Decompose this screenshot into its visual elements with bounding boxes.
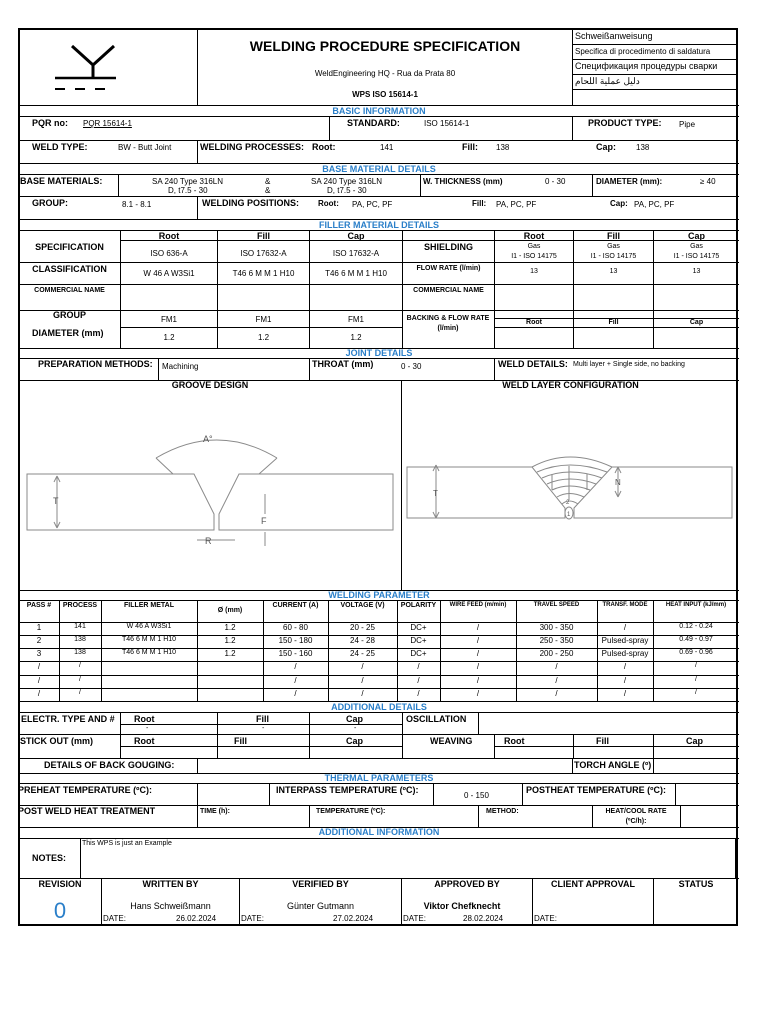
heat-cool-rate-label: HEAT/COOL RATE (ºC/h): <box>605 808 667 825</box>
layer-pass-1-label: 1 <box>567 512 571 518</box>
stick-out-label: STICK OUT (mm) <box>20 736 93 746</box>
param-header: FILLER METAL <box>123 602 175 609</box>
postheat-label: POSTHEAT TEMPERATURE (ºC): <box>526 785 666 795</box>
param-header: VOLTAGE (V) <box>340 602 385 609</box>
filler-diameter-root: 1.2 <box>163 333 175 342</box>
param-cell: 250 - 350 <box>539 636 574 645</box>
notes-value: This WPS is just an Example <box>82 840 172 847</box>
param-cell: DC+ <box>410 636 427 645</box>
wps-number: WPS ISO 15614-1 <box>352 90 418 99</box>
param-cell: / <box>417 662 420 671</box>
param-cell: / <box>79 689 81 696</box>
approved-by-label: APPROVED BY <box>434 879 500 889</box>
group-label: GROUP: <box>32 198 68 208</box>
filler-col-fill: Fill <box>257 231 270 241</box>
back-gouging-label: DETAILS OF BACK GOUGING: <box>44 760 175 770</box>
param-cell: / <box>417 676 420 685</box>
param-cell: 138 <box>74 649 86 656</box>
classification-label: CLASSIFICATION <box>32 264 107 274</box>
flow-rate-label: FLOW RATE (l/min) <box>416 265 481 272</box>
specification-label: SPECIFICATION <box>35 242 104 252</box>
filler-diameter-label: DIAMETER (mm) <box>32 328 104 338</box>
pwht-label: POST WELD HEAT TREATMENT <box>18 806 156 816</box>
weld-layer-drawing <box>402 392 739 590</box>
material-1-line1: SA 240 Type 316LN <box>152 177 224 186</box>
param-cell: 20 - 25 <box>350 623 375 632</box>
process-fill-label: Fill: <box>462 142 478 152</box>
group-value: 8.1 - 8.1 <box>122 200 152 209</box>
groove-design-drawing <box>19 392 401 590</box>
written-date-value: 26.02.2024 <box>176 914 217 923</box>
filler-col-root: Root <box>158 231 180 241</box>
standard-label: STANDARD: <box>347 118 400 128</box>
param-cell: / <box>555 662 558 671</box>
layer-thickness-label: T <box>433 489 438 498</box>
param-cell: / <box>476 649 480 658</box>
param-cell: 0.69 - 0.96 <box>679 649 713 656</box>
param-cell: / <box>476 623 480 632</box>
param-cell: 200 - 250 <box>539 649 574 658</box>
groove-angle-label: A° <box>203 434 213 444</box>
param-header: PASS # <box>26 602 52 609</box>
param-cell: 0.49 - 0.97 <box>679 636 713 643</box>
prep-methods-label: PREPARATION METHODS: <box>38 359 153 369</box>
stick-out-fill-label: Fill <box>234 736 247 746</box>
section-filler-material: FILLER MATERIAL DETAILS <box>319 220 439 230</box>
param-cell: 60 - 80 <box>283 623 308 632</box>
param-cell: / <box>476 689 480 698</box>
param-cell: / <box>623 623 627 632</box>
electrode-root-value: - <box>146 725 149 732</box>
verified-date-value: 27.02.2024 <box>333 914 374 923</box>
filler-group-label: GROUP <box>52 310 86 320</box>
pwht-method-label: METHOD: <box>486 808 519 815</box>
param-cell: / <box>695 676 697 683</box>
shield-col-cap: Cap <box>687 231 705 241</box>
param-cell: 0.12 - 0.24 <box>679 623 713 630</box>
layer-pass-2-label: 2 <box>566 500 570 506</box>
translation-ar: دليل عملية اللحام <box>575 76 640 86</box>
param-header: TRANSF. MODE <box>602 602 648 608</box>
welding-positions-label: WELDING POSITIONS: <box>202 198 300 208</box>
commercial-name-label: COMMERCIAL NAME <box>34 287 105 294</box>
shield-col-fill: Fill <box>607 231 620 241</box>
weaving-cap-label: Cap <box>686 736 704 746</box>
shield-col-root: Root <box>523 231 545 241</box>
written-by-label: WRITTEN BY <box>142 879 199 889</box>
page-title: WELDING PROCEDURE SPECIFICATION <box>249 38 521 54</box>
param-cell: / <box>555 676 558 685</box>
electrode-type-label: ELECTR. TYPE AND # <box>21 714 115 724</box>
electrode-root-label: Root <box>134 714 155 724</box>
param-cell: / <box>37 676 41 685</box>
diameter-label: DIAMETER (mm): <box>596 177 663 186</box>
param-cell: / <box>37 689 41 698</box>
param-cell: 1.2 <box>224 623 236 632</box>
product-type-value: Pipe <box>679 120 696 129</box>
param-cell: 24 - 28 <box>350 636 375 645</box>
backing-col-cap: Cap <box>689 319 704 326</box>
thickness-value: 0 - 30 <box>545 177 566 186</box>
prep-methods-value: Machining <box>162 362 199 371</box>
process-cap-label: Cap: <box>596 142 616 152</box>
param-cell: Pulsed-spray <box>601 649 649 658</box>
param-cell: T46 6 M M 1 H10 <box>121 636 177 643</box>
shield-std-fill: I1 - ISO 14175 <box>590 253 637 260</box>
written-by-name: Hans Schweißmann <box>130 901 211 911</box>
material-ampersand-1: & <box>265 177 271 186</box>
spec-fill: ISO 17632-A <box>240 249 287 258</box>
material-1-line2: D, t7.5 - 30 <box>168 186 208 195</box>
param-cell: / <box>555 689 558 698</box>
param-cell: 138 <box>74 636 86 643</box>
material-ampersand-2: & <box>265 186 271 195</box>
param-cell: / <box>476 662 480 671</box>
filler-diameter-fill: 1.2 <box>257 333 270 342</box>
param-cell: / <box>476 636 480 645</box>
param-cell: DC+ <box>410 649 427 658</box>
weld-type-value: BW - Butt Joint <box>118 143 172 152</box>
filler-group-root: FM1 <box>161 315 177 324</box>
param-header: POLARITY <box>400 602 437 609</box>
material-2-line2: D, t7.5 - 30 <box>327 186 367 195</box>
standard-value: ISO 15614-1 <box>424 119 470 128</box>
param-cell: 300 - 350 <box>539 623 574 632</box>
weaving-fill-label: Fill <box>596 736 609 746</box>
revision-value: 0 <box>53 898 67 923</box>
electrode-fill-label: Fill <box>256 714 269 724</box>
backing-col-root: Root <box>526 319 542 326</box>
groove-face-label: F <box>261 516 267 526</box>
verified-by-name: Günter Gutmann <box>286 901 355 911</box>
param-header: Ø (mm) <box>217 607 243 614</box>
status-label: STATUS <box>678 879 714 889</box>
param-cell: / <box>79 676 81 683</box>
param-cell: / <box>294 676 297 685</box>
product-type-label: PRODUCT TYPE: <box>588 118 662 128</box>
translation-it: Specifica di procedimento di saldatura <box>575 47 711 56</box>
process-fill-value: 138 <box>496 143 510 152</box>
param-cell: / <box>417 689 420 698</box>
position-fill-label: Fill: <box>472 199 487 208</box>
backing-flow-label: BACKING & FLOW RATE (l/min) <box>406 315 490 332</box>
param-cell: T46 6 M M 1 H10 <box>121 649 177 656</box>
param-cell: / <box>361 689 364 698</box>
process-cap-value: 138 <box>636 143 650 152</box>
section-base-material: BASE MATERIAL DETAILS <box>322 164 436 174</box>
param-cell: / <box>623 662 627 671</box>
position-fill-value: PA, PC, PF <box>496 200 537 209</box>
param-cell: 1.2 <box>224 649 236 658</box>
filler-col-cap: Cap <box>347 231 365 241</box>
groove-thickness-label: T <box>53 496 59 506</box>
stick-out-cap-label: Cap <box>346 736 364 746</box>
filler-diameter-cap: 1.2 <box>350 333 362 342</box>
interpass-value: 0 - 150 <box>464 791 489 800</box>
weld-type-label: WELD TYPE: <box>32 142 88 152</box>
spec-root: ISO 636-A <box>150 249 188 258</box>
client-approval-label: CLIENT APPROVAL <box>550 879 635 889</box>
preheat-label: PREHEAT TEMPERATURE (ºC): <box>18 785 152 795</box>
approved-date-label: DATE: <box>403 914 426 923</box>
position-cap-label: Cap: <box>610 199 628 208</box>
filler-group-cap: FM1 <box>348 315 364 324</box>
param-cell: / <box>37 662 41 671</box>
position-root-value: PA, PC, PF <box>352 200 393 209</box>
flow-cap: 13 <box>692 268 701 275</box>
shield-commercial-name-label: COMMERCIAL NAME <box>413 287 484 294</box>
electrode-fill-value: - <box>262 725 265 732</box>
flow-fill: 13 <box>609 268 618 275</box>
param-cell: / <box>79 662 81 669</box>
class-cap: T46 6 M M 1 H10 <box>325 269 387 278</box>
param-cell: / <box>476 676 480 685</box>
groove-gap-label: R <box>205 536 212 546</box>
position-root-label: Root: <box>318 199 339 208</box>
section-thermal-parameters: THERMAL PARAMETERS <box>324 773 434 783</box>
param-cell: Pulsed-spray <box>601 636 649 645</box>
company-address: WeldEngineering HQ - Rua da Prata 80 <box>314 69 456 78</box>
base-materials-label: BASE MATERIALS: <box>20 176 103 186</box>
param-cell: W 46 A W3Si1 <box>126 623 172 630</box>
weaving-root-label: Root <box>504 736 525 746</box>
verified-by-label: VERIFIED BY <box>292 879 349 889</box>
param-cell: 1.2 <box>224 636 236 645</box>
layer-n-label: N <box>615 478 621 487</box>
approved-by-name: Viktor Chefknecht <box>423 901 501 911</box>
param-cell: 150 - 180 <box>278 636 313 645</box>
param-cell: DC+ <box>410 623 427 632</box>
param-cell: 24 - 25 <box>350 649 375 658</box>
weld-symbol-logo <box>50 40 120 96</box>
class-root: W 46 A W3Si1 <box>143 269 195 278</box>
pwht-time-label: TIME (h): <box>200 808 230 815</box>
spec-cap: ISO 17632-A <box>332 249 380 258</box>
shield-std-root: I1 - ISO 14175 <box>511 253 557 260</box>
throat-label: THROAT (mm) <box>312 359 374 369</box>
interpass-label: INTERPASS TEMPERATURE (ºC): <box>276 785 419 795</box>
translation-de: Schweißanweisung <box>575 31 653 41</box>
weaving-label: WEAVING <box>430 736 473 746</box>
client-date-label: DATE: <box>534 914 557 923</box>
pqr-value: PQR 15614-1 <box>83 119 132 128</box>
torch-angle-label: TORCH ANGLE (º) <box>574 760 652 770</box>
verified-date-label: DATE: <box>241 914 264 923</box>
written-date-label: DATE: <box>103 914 126 923</box>
section-basic-information: BASIC INFORMATION <box>332 106 426 116</box>
section-additional-information: ADDITIONAL INFORMATION <box>318 827 440 837</box>
param-cell: / <box>623 689 627 698</box>
shield-gas-fill: Gas <box>607 243 620 250</box>
weld-layer-config-label: WELD LAYER CONFIGURATION <box>502 380 639 390</box>
revision-label: REVISION <box>38 879 82 889</box>
electrode-cap-value: - <box>354 725 357 732</box>
param-cell: 1 <box>36 623 42 632</box>
param-cell: / <box>361 676 364 685</box>
section-welding-parameter: WELDING PARAMETER <box>328 590 430 600</box>
welding-processes-label: WELDING PROCESSES: <box>200 142 305 152</box>
param-cell: 141 <box>74 623 86 630</box>
groove-design-label: GROOVE DESIGN <box>171 380 249 390</box>
filler-group-fill: FM1 <box>255 315 272 324</box>
translation-ru: Спецификация процедуры сварки <box>575 61 718 71</box>
flow-root: 13 <box>530 268 538 275</box>
param-cell: / <box>361 662 364 671</box>
process-root-label: Root: <box>312 142 336 152</box>
param-header: TRAVEL SPEED <box>533 602 580 608</box>
param-cell: 3 <box>36 649 42 658</box>
notes-label: NOTES: <box>32 853 67 863</box>
material-2-line1: SA 240 Type 316LN <box>311 177 383 186</box>
param-cell: 150 - 160 <box>278 649 313 658</box>
throat-value: 0 - 30 <box>401 362 422 371</box>
param-cell: 2 <box>36 636 42 645</box>
thickness-label: W. THICKNESS (mm) <box>423 177 503 186</box>
param-header: WIRE FEED (m/min) <box>449 602 507 608</box>
backing-col-fill: Fill <box>608 319 619 326</box>
param-cell: / <box>294 689 297 698</box>
position-cap-value: PA, PC, PF <box>634 200 675 209</box>
weld-details-value: Multi layer + Single side, no backing <box>573 361 685 368</box>
shielding-label: SHIELDING <box>423 242 473 252</box>
oscillation-label: OSCILLATION <box>406 714 467 724</box>
diameter-value: ≥ 40 <box>700 177 716 186</box>
param-header: HEAT INPUT (kJ/mm) <box>665 602 727 608</box>
approved-date-value: 28.02.2024 <box>463 914 504 923</box>
param-cell: / <box>623 676 627 685</box>
param-cell: / <box>695 662 697 669</box>
section-joint-details: JOINT DETAILS <box>345 348 413 358</box>
class-fill: T46 6 M M 1 H10 <box>232 269 295 278</box>
weld-details-label: WELD DETAILS: <box>498 359 568 369</box>
param-header: PROCESS <box>62 602 98 609</box>
process-root-value: 141 <box>380 143 394 152</box>
shield-gas-root: Gas <box>527 243 541 250</box>
param-cell: / <box>294 662 297 671</box>
pwht-temperature-label: TEMPERATURE (ºC): <box>316 808 386 815</box>
pqr-label: PQR no: <box>32 118 68 128</box>
shield-gas-cap: Gas <box>690 243 703 250</box>
stick-out-root-label: Root <box>134 736 155 746</box>
param-cell: / <box>695 689 697 696</box>
param-header: CURRENT (A) <box>272 602 319 609</box>
section-additional-details: ADDITIONAL DETAILS <box>331 702 427 712</box>
electrode-cap-label: Cap <box>346 714 364 724</box>
shield-std-cap: I1 - ISO 14175 <box>673 253 720 260</box>
